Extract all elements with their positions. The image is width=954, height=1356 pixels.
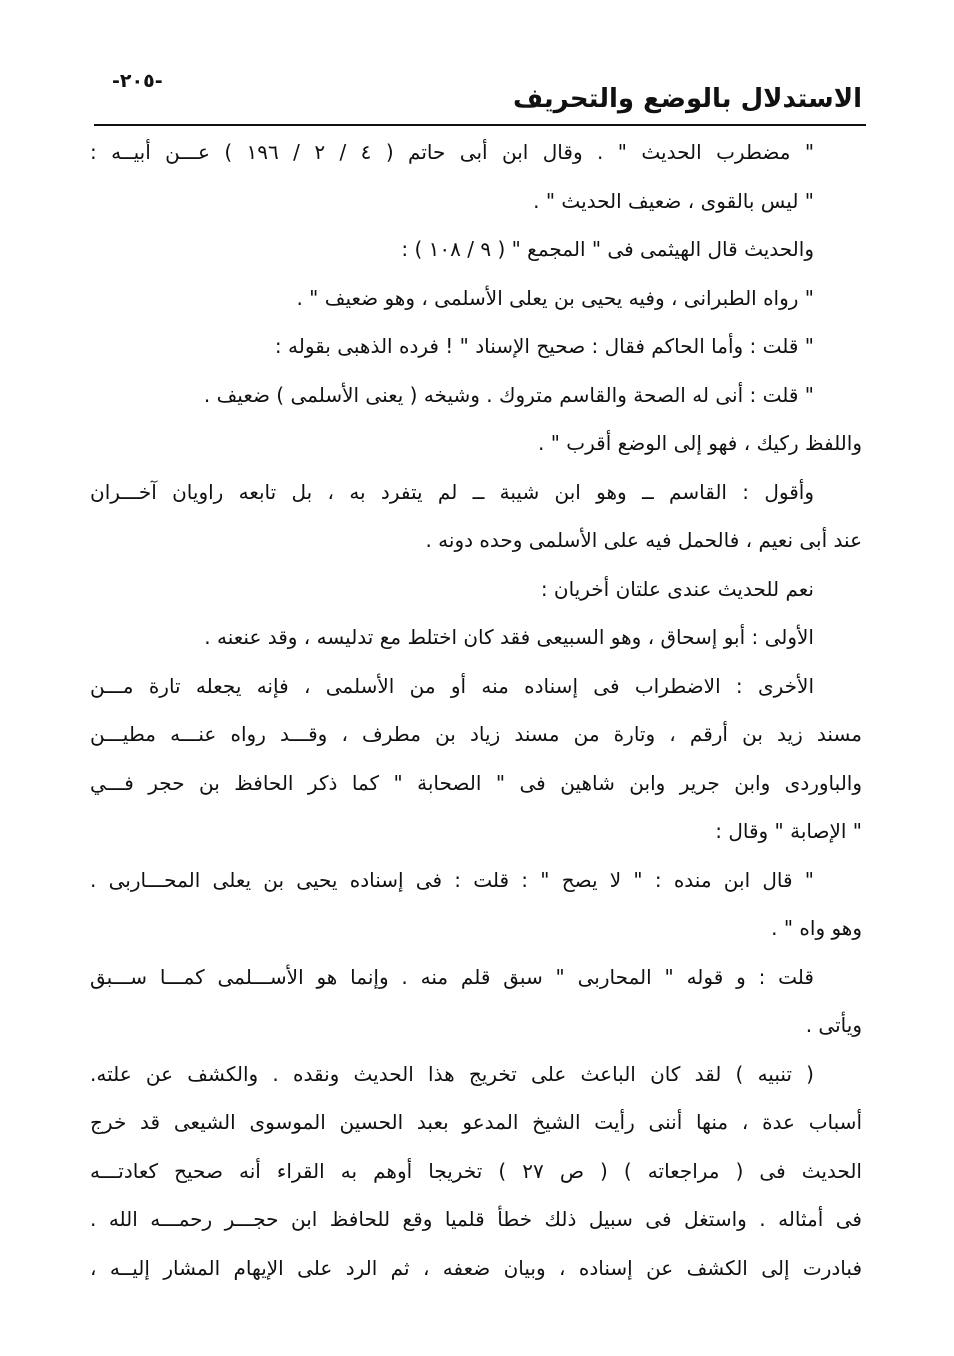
text-line: ويأتى .	[805, 1013, 862, 1037]
text-line: " رواه الطبرانى ، وفيه يحيى بن يعلى الأسلمى ، وهو ضعيف " .	[296, 285, 814, 310]
text-line: مسند زيد بن أرقم ، وتارة من مسند زياد بن مطرف ، وقـــد رواه عنـــه مطيـــن	[90, 722, 862, 746]
header-rule	[94, 124, 866, 126]
text-line: " قال ابن منده : " لا يصح " : قلت : فى إسناده يحيى بن يعلى المحـــاربى .	[90, 867, 814, 892]
text-line: قلت : و قوله " المحاربى " سبق قلم منه . وإنما هو الأســـلمى كمـــا ســـبق	[90, 964, 814, 989]
text-line: واللفظ ركيك ، فهو إلى الوضع أقرب " .	[538, 431, 862, 455]
text-line: " قلت : أنى له الصحة والقاسم متروك . وشيخه ( يعنى الأسلمى ) ضعيف .	[203, 382, 814, 407]
text-line: " الإصابة " وقال :	[715, 819, 862, 843]
text-line: الحديث فى ( مراجعاته ) ( ص ٢٧ ) تخريجا أوهم به القراء أنه صحيح كعادتـــه	[90, 1158, 862, 1183]
running-title: الاستدلال بالوضع والتحريف	[512, 84, 862, 114]
text-line: فبادرت إلى الكشف عن إسناده ، وبيان ضعفه ، ثم الرد على الإيهام المشار إليــه ،	[90, 1255, 862, 1280]
text-line: وهو واه " .	[771, 916, 862, 940]
text-line: وأقول : القاسم ــ وهو ابن شيبة ــ لم يتفرد به ، بل تابعه راويان آخـــران	[90, 479, 814, 504]
text-line: " قلت : وأما الحاكم فقال : صحيح الإسناد " ! فرده الذهبى بقوله :	[274, 334, 814, 358]
text-line: عند أبى نعيم ، فالحمل فيه على الأسلمى وحده دونه .	[425, 528, 862, 552]
body-text	[90, 128, 862, 1292]
page-number: -٢٠٥-	[112, 70, 163, 92]
text-line: نعم للحديث عندى علتان أخريان :	[540, 576, 814, 601]
text-line: " مضطرب الحديث " . وقال ابن أبى حاتم ( ٤ / ٢ / ١٩٦ ) عـــن أبيــه :	[90, 140, 815, 164]
text-line: أسباب عدة ، منها أننى رأيت الشيخ المدعو بعبد الحسين الموسوى الشيعى قد خرج	[90, 1110, 862, 1134]
text-line: الأخرى : الاضطراب فى إسناده منه أو من الأسلمى ، فإنه يجعله تارة مـــن	[90, 673, 814, 698]
text-line: والحديث قال الهيثمى فى " المجمع " ( ٩ / ١٠٨ ) :	[401, 237, 814, 261]
text-line: فى أمثاله . واستغل فى سبيل ذلك خطأ قلميا وقع للحافظ ابن حجـــر رحمـــه الله .	[90, 1207, 862, 1231]
text-line: والباوردى وابن جرير وابن شاهين فى " الصحابة " كما ذكر الحافظ بن حجر فـــي	[90, 770, 862, 795]
text-line: الأولى : أبو إسحاق ، وهو السبيعى فقد كان اختلط مع تدليسه ، وقد عنعنه .	[204, 625, 814, 649]
text-line: ( تنبيه ) لقد كان الباعث على تخريج هذا الحديث ونقده . والكشف عن علته.	[90, 1061, 814, 1086]
text-line: " ليس بالقوى ، ضعيف الحديث " .	[533, 188, 814, 213]
